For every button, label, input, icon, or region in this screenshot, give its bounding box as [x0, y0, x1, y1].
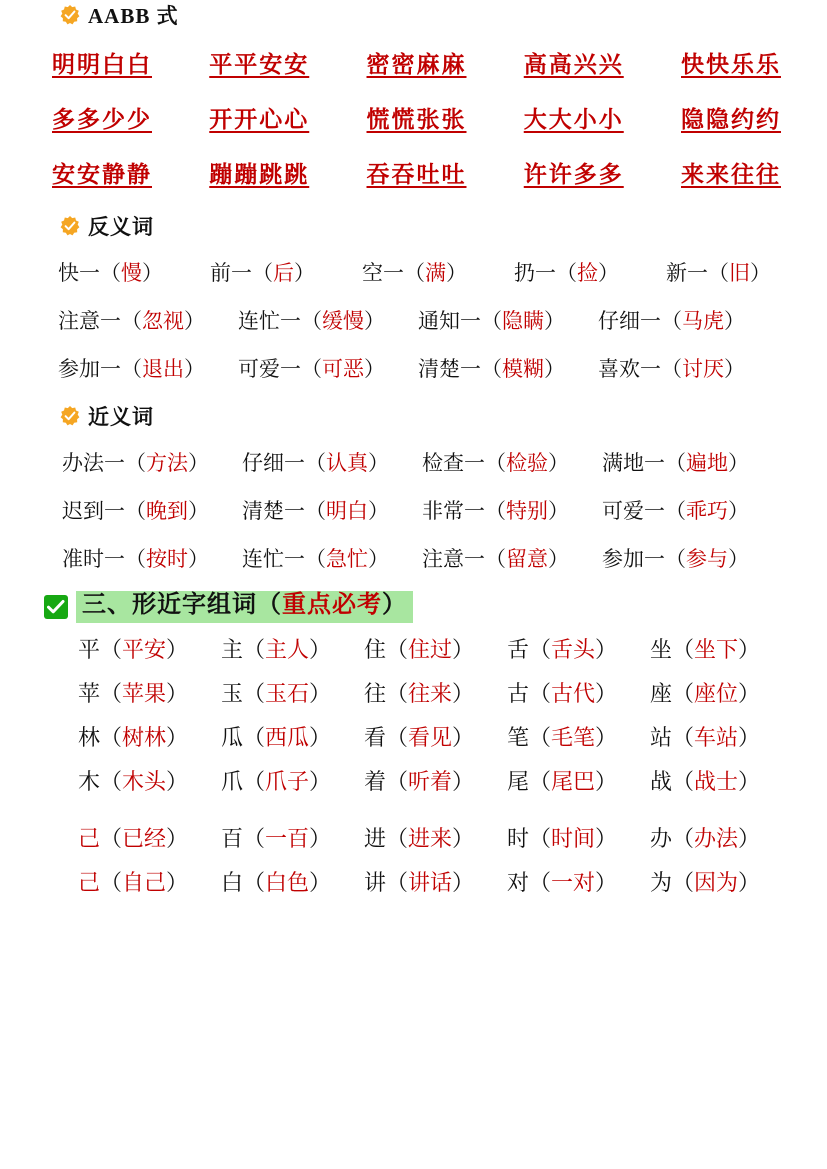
xingjinzi-item: 对（一对） [507, 869, 618, 895]
antonym-row [0, 305, 827, 335]
xingjinzi-item: 时（时间） [507, 825, 618, 851]
xingjinzi-item: 笔（毛笔） [507, 724, 618, 750]
aabb-word: 隐隐约约 [681, 107, 781, 132]
xingjinzi-item: 讲（讲话） [364, 869, 475, 895]
xingjinzi-row [0, 765, 827, 796]
aabb-row [0, 101, 827, 134]
antonym-item: 注意一（忽视） [58, 309, 205, 333]
xingjinzi-row [0, 866, 827, 897]
synonym-item: 办法一（方法） [62, 451, 209, 475]
antonym-item: 快一（慢） [58, 261, 163, 285]
xingjinzi-item: 平（平安） [78, 636, 189, 662]
xingjinzi-row [0, 633, 827, 664]
xjz-title-tail: ） [382, 592, 407, 618]
section-title-synonyms: 近义词 [88, 405, 154, 429]
aabb-word: 许许多多 [523, 162, 624, 187]
aabb-word: 密密麻麻 [366, 52, 467, 77]
xingjinzi-item: 林（树林） [78, 724, 189, 750]
check-box-icon [44, 595, 68, 619]
aabb-word: 慌慌张张 [366, 107, 467, 132]
antonym-item: 参加一（退出） [58, 357, 205, 381]
synonym-item: 仔细一（认真） [242, 451, 389, 475]
aabb-word: 快快乐乐 [681, 52, 781, 77]
antonym-item: 清楚一（模糊） [418, 357, 565, 381]
xjz-title-main: 三、形近字组词（ [82, 592, 282, 618]
xingjinzi-row [0, 822, 827, 853]
xingjinzi-item: 进（进来） [364, 825, 475, 851]
antonym-item: 前一（后） [210, 261, 315, 285]
synonym-row [0, 495, 827, 525]
xingjinzi-item: 百（一百） [221, 825, 332, 851]
antonym-item: 新一（旧） [666, 261, 771, 285]
antonym-item: 空一（满） [362, 261, 467, 285]
aabb-word: 开开心心 [209, 107, 310, 132]
aabb-list [0, 46, 827, 189]
synonym-item: 检查一（检验） [422, 451, 569, 475]
aabb-word: 多多少少 [52, 107, 152, 132]
synonym-item: 迟到一（晚到） [62, 499, 209, 523]
xingjinzi-row [0, 677, 827, 708]
synonym-item: 连忙一（急忙） [242, 547, 389, 571]
aabb-word: 安安静静 [52, 162, 152, 187]
xingjinzi-item: 着（听着） [364, 768, 475, 794]
section-title-aabb: AABB 式 [88, 4, 179, 28]
section-header-xingjinzi [44, 591, 827, 623]
antonym-item: 扔一（捡） [514, 261, 619, 285]
antonym-item: 连忙一（缓慢） [238, 309, 385, 333]
section-title-xingjinzi [76, 591, 413, 623]
synonyms-list [0, 447, 827, 573]
aabb-word: 大大小小 [523, 107, 624, 132]
aabb-word: 平平安安 [209, 52, 310, 77]
synonym-item: 参加一（参与） [602, 547, 749, 571]
aabb-word: 吞吞吐吐 [366, 162, 467, 187]
xingjinzi-item: 古（古代） [507, 680, 618, 706]
synonym-item: 准时一（按时） [62, 547, 209, 571]
xingjinzi-item: 座（座位） [650, 680, 761, 706]
xingjinzi-item: 玉（玉石） [221, 680, 332, 706]
antonym-item: 喜欢一（讨厌） [598, 357, 745, 381]
xingjinzi-item: 爪（爪子） [221, 768, 332, 794]
xingjinzi-item: 站（车站） [650, 724, 761, 750]
aabb-word: 蹦蹦跳跳 [209, 162, 310, 187]
aabb-row [0, 46, 827, 79]
xingjinzi-item: 战（战士） [650, 768, 761, 794]
aabb-row [0, 156, 827, 189]
star-badge-icon [60, 406, 80, 426]
xingjinzi-item: 办（办法） [650, 825, 761, 851]
antonym-item: 仔细一（马虎） [598, 309, 745, 333]
aabb-word: 高高兴兴 [523, 52, 624, 77]
xingjinzi-item: 往（往来） [364, 680, 475, 706]
xingjinzi-item: 己（已经） [78, 825, 189, 851]
xingjinzi-item: 尾（尾巴） [507, 768, 618, 794]
xingjinzi-item: 坐（坐下） [650, 636, 761, 662]
antonym-item: 可爱一（可恶） [238, 357, 385, 381]
aabb-word: 来来往往 [681, 162, 781, 187]
antonym-item: 通知一（隐瞒） [418, 309, 565, 333]
xingjinzi-list [0, 633, 827, 897]
xingjinzi-item: 住（住过） [364, 636, 475, 662]
xingjinzi-item: 己（自己） [78, 869, 189, 895]
xingjinzi-row [0, 721, 827, 752]
antonym-row [0, 257, 827, 287]
xingjinzi-item: 苹（苹果） [78, 680, 189, 706]
xingjinzi-item: 舌（舌头） [507, 636, 618, 662]
synonym-item: 可爱一（乖巧） [602, 499, 749, 523]
synonym-item: 满地一（遍地） [602, 451, 749, 475]
xingjinzi-item: 主（主人） [221, 636, 332, 662]
synonym-row [0, 543, 827, 573]
xingjinzi-item: 白（白色） [221, 869, 332, 895]
section-header-aabb [60, 0, 827, 30]
synonym-row [0, 447, 827, 477]
antonym-row [0, 353, 827, 383]
star-badge-icon [60, 5, 80, 25]
star-badge-icon [60, 216, 80, 236]
synonym-item: 清楚一（明白） [242, 499, 389, 523]
section-header-antonyms [60, 211, 827, 241]
synonym-item: 注意一（留意） [422, 547, 569, 571]
section-title-antonyms: 反义词 [88, 215, 154, 239]
synonym-item: 非常一（特别） [422, 499, 569, 523]
antonyms-list [0, 257, 827, 383]
section-header-synonyms [60, 401, 827, 431]
xingjinzi-item: 瓜（西瓜） [221, 724, 332, 750]
xingjinzi-item: 木（木头） [78, 768, 189, 794]
xingjinzi-item: 看（看见） [364, 724, 475, 750]
aabb-word: 明明白白 [52, 52, 152, 77]
xingjinzi-item: 为（因为） [650, 869, 761, 895]
xjz-title-emphasis: 重点必考 [282, 592, 382, 618]
